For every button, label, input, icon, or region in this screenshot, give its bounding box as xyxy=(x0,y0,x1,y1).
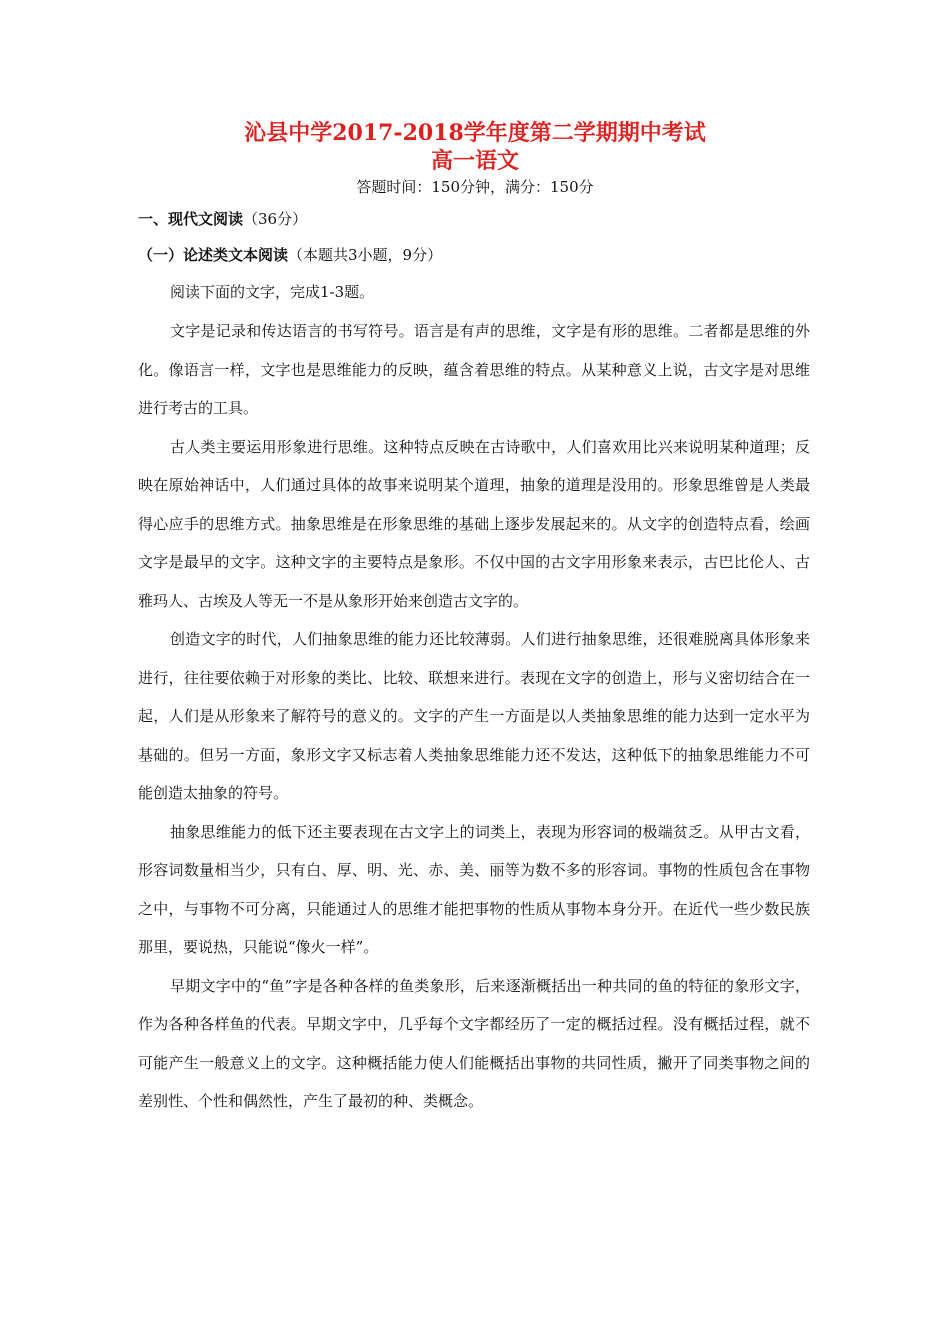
passage-paragraph: 古人类主要运用形象进行思维。这种特点反映在古诗歌中，人们喜欢用比兴来说明某种道理；反映在原始神话中，人们通过具体的故事来说明某个道理，抽象的道理是没用的。形象思维曾是人类最得心应手的思维方式。抽象思维是在形象思维的基础上逐步发展起来的。从文字的创造特点看，绘画文字是最早的文字。这种文字的主要特点是象形。不仅中国的古文字用形象来表示，古巴比伦人、古雅玛人、古埃及人等无一不是从象形开始来创造古文字的。 xyxy=(138,437,810,610)
passage-paragraph: 文字是记录和传达语言的书写符号。语言是有声的思维，文字是有形的思维。二者都是思维的外化。像语言一样，文字也是思维能力的反映，蕴含着思维的特点。从某种意义上说，古文字是对思维进行考古的工具。 xyxy=(138,322,810,417)
passage-paragraph: 早期文字中的“鱼”字是各种各样的鱼类象形，后来逐渐概括出一种共同的鱼的特征的象形文字，作为各种各样鱼的代表。早期文字中，几乎每个文字都经历了一定的概括过程。没有概括过程，就不可能产生一般意义上的文字。这种概括能力使人们能概括出事物的共同性质，撇开了同类事物之间的差别性、个性和偶然性，产生了最初的种、类概念。 xyxy=(138,976,810,1110)
subsection-title: （一）论述类文本阅读 xyxy=(138,246,289,264)
exam-title: 沁县中学2017-2018学年度第二学期期中考试 xyxy=(244,120,706,146)
subsection-note: （本题共3小题，9分） xyxy=(288,246,443,264)
reading-instruction: 阅读下面的文字，完成1-3题。 xyxy=(170,283,375,301)
passage-paragraph: 抽象思维能力的低下还主要表现在古文字上的词类上，表现为形容词的极端贫乏。从甲古文看，形容词数量相当少，只有白、厚、明、光、赤、美、丽等为数不多的形容词。事物的性质包含在事物之中，与事物不可分离，只能通过人的思维才能把事物的性质从事物本身分开。在近代一些少数民族那里，要说热，只能说“像火一样”。 xyxy=(138,822,810,956)
subsection-heading xyxy=(138,244,442,266)
subject-title: 高一语文 xyxy=(430,148,519,174)
section-title: 一、现代文阅读 xyxy=(138,210,244,228)
exam-time-info: 答题时间：150分钟，满分：150分 xyxy=(356,178,594,196)
reading-passage xyxy=(138,312,810,1121)
passage-paragraph: 创造文字的时代，人们抽象思维的能力还比较薄弱。人们进行抽象思维，还很难脱离具体形象来进行，往往要依赖于对形象的类比、比较、联想来进行。表现在文字的创造上，形与义密切结合在一起，人们是从形象来了解符号的意义的。文字的产生一方面是以人类抽象思维的能力达到一定水平为基础的。但另一方面，象形文字又标志着人类抽象思维能力还不发达，这种低下的抽象思维能力不可能创造太抽象的符号。 xyxy=(138,630,810,802)
section-score: （36分） xyxy=(243,210,308,228)
section-heading xyxy=(138,208,307,230)
